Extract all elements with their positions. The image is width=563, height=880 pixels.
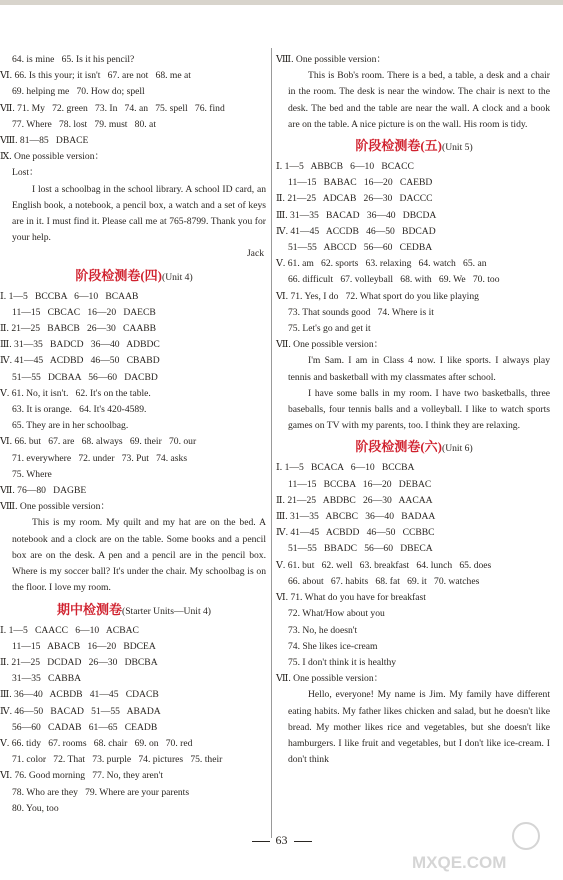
answer-line: Ⅳ. 41—45 ACDBD 46—50 CBABD	[0, 355, 160, 367]
answer-line: Ⅴ. 66. tidy 67. rooms 68. chair 69. on 70. red	[0, 737, 193, 749]
answer-line: Ⅵ. 71. What do you have for breakfast	[276, 592, 426, 604]
essay-paragraph: I'm Sam. I am in Class 4 now. I like sports. I always play tennis and basketball with my classmates after school.	[288, 355, 550, 383]
answer-line: 71. everywhere 72. under 73. Put 74. asks	[12, 452, 188, 464]
answer-line: Ⅱ. 21—25 ABDBC 26—30 AACAA	[276, 494, 433, 506]
answer-line: Ⅶ. 71. My 72. green 73. In 74. an 75. spell 76. find	[0, 102, 225, 114]
answer-line: 75. Where	[12, 468, 52, 480]
section-heading	[276, 438, 552, 458]
answer-line: 31—35 CABBA	[12, 673, 82, 685]
answer-line: Ⅶ. One possible version：	[276, 339, 384, 351]
answer-line: Ⅰ. 1—5 CAACC 6—10 ACBAC	[0, 624, 139, 636]
answer-line: Ⅴ. 61. but 62. well 63. breakfast 64. lunch 65. does	[276, 559, 492, 571]
answer-line: Ⅴ. 61. am 62. sports 63. relaxing 64. watch 65. an	[276, 258, 487, 270]
page-number-text: 63	[275, 833, 288, 847]
essay-paragraph: I lost a schoolbag in the school library. A school ID card, an English book, a notebook, a pencil box, a watch and a set of keys are in it. I must find it. Please call me at 765-8799. Thank you for your help.	[12, 183, 266, 244]
essay-paragraph: This is Bob's room. There is a bed, a table, a desk and a chair in the room. The desk is near the window. The chair is next to the desk. The bed and the table are near the wall. A clock and a book are on the table. A nice picture is on the wall. His room is tidy.	[288, 70, 550, 130]
answer-line: 73. No, he doesn't	[288, 624, 358, 636]
answer-line: Ⅶ. One possible version：	[276, 673, 384, 685]
answer-line: 11—15 ABACB 16—20 BDCEA	[12, 640, 156, 652]
svg-text:MXQE.COM: MXQE.COM	[412, 853, 507, 872]
answer-line: 75. Let's go and get it	[288, 323, 371, 335]
answer-line: 11—15 BABAC 16—20 CAEBD	[288, 177, 433, 189]
essay-paragraph: I have some balls in my room. I have two basketballs, three baseballs, four tennis balls and a volleyball. I like to watch sports games on TV with my parents, too. I think they are relaxing.	[288, 387, 550, 432]
answer-line: Lost：	[12, 167, 39, 179]
section-heading-title: 期中检测卷	[56, 601, 122, 617]
answer-line: Ⅷ. 81—85 DBACE	[0, 135, 89, 147]
watermark-logo	[408, 818, 558, 874]
answer-line: 77. Where 78. lost 79. must 80. at	[12, 118, 156, 130]
answer-line: Ⅵ. 76. Good morning 77. No, they aren't	[0, 770, 163, 782]
answer-line: 75. I don't think it is healthy	[288, 656, 397, 668]
answer-line: Ⅳ. 46—50 BACAD 51—55 ABADA	[0, 705, 161, 717]
essay-paragraph: Hello, everyone! My name is Jim. My family have different eating habits. My father likes chicken and salad, but he doesn't like bread. My mother likes rice and vegetables, but she doesn't like hamburgers. I like fruit and vegetables, but I don't like ice-cream. I don't think	[288, 689, 550, 766]
page-number-dash-right	[294, 841, 312, 842]
answer-line: 69. helping me 70. How do; spell	[12, 86, 145, 98]
page-number-dash-left	[252, 841, 270, 842]
top-edge-strip	[0, 0, 563, 5]
answer-line: Ⅸ. One possible version：	[0, 151, 105, 163]
answer-line: Ⅵ. 66. but 67. are 68. always 69. their 70. our	[0, 436, 197, 448]
answer-line: Ⅲ. 31—35 BACAD 36—40 DBCDA	[276, 209, 437, 221]
answer-line: Ⅵ. 66. Is this your; it isn't 67. are not 68. me at	[0, 70, 191, 82]
answer-line: 74. She likes ice-cream	[288, 640, 378, 652]
right-column	[276, 52, 552, 768]
answer-line: 51—55 ABCCD 56—60 CEDBA	[288, 242, 433, 254]
answer-line: 63. It is orange. 64. It's 420-4589.	[12, 404, 147, 416]
answer-line: 78. Who are they 79. Where are your parents	[12, 786, 190, 798]
section-heading-unit: (Unit 5)	[442, 142, 473, 154]
essay-paragraph: This is my room. My quilt and my hat are on the bed. A notebook and a clock are on the table. Some books and a pencil box are on the desk. A pen and a pencil are in the pencil box. Where is my soccer ball? It's under the chair. My schoolbag is on the floor. I love my room.	[12, 517, 266, 594]
section-heading-title: 阶段检测卷(五)	[355, 138, 442, 154]
answer-line: Ⅰ. 1—5 ABBCB 6—10 BCACC	[276, 161, 414, 173]
answer-line: Ⅱ. 21—25 ADCAB 26—30 DACCC	[276, 193, 433, 205]
answer-line: Ⅷ. One possible version：	[0, 501, 110, 513]
answer-line: 66. about 67. habits 68. fat 69. it 70. watches	[288, 575, 480, 587]
answer-line: 80. You, too	[12, 802, 59, 814]
answer-line: Ⅵ. 71. Yes, I do 72. What sport do you like playing	[276, 290, 479, 302]
answer-line: 11—15 BCCBA 16—20 DEBAC	[288, 478, 432, 490]
section-heading-unit: (Starter Units—Unit 4)	[122, 605, 211, 617]
section-heading	[0, 267, 268, 287]
answer-line: 72. What/How about you	[288, 608, 385, 620]
answer-line: Ⅱ. 21—25 BABCB 26—30 CAABB	[0, 323, 157, 335]
answer-line: 71. color 72. That 73. purple 74. pictures 75. their	[12, 754, 223, 766]
answer-line: 73. That sounds good 74. Where is it	[288, 306, 434, 318]
answer-line: 51—55 DCBAA 56—60 DACBD	[12, 371, 158, 383]
answer-line: Ⅰ. 1—5 BCCBA 6—10 BCAAB	[0, 290, 139, 302]
section-heading	[276, 137, 552, 157]
answer-line: Ⅳ. 41—45 ACBDD 46—50 CCBBC	[276, 527, 435, 539]
answer-line: 56—60 CADAB 61—65 CEADB	[12, 721, 158, 733]
answer-line: Ⅰ. 1—5 BCACA 6—10 BCCBA	[276, 462, 415, 474]
answer-line: 66. difficult 67. volleyball 68. with 69. We 70. too	[288, 274, 500, 286]
section-heading-title: 阶段检测卷(六)	[355, 439, 442, 455]
section-heading	[0, 601, 268, 621]
answer-line: 51—55 BBADC 56—60 DBECA	[288, 543, 433, 555]
answer-line: Ⅳ. 41—45 ACCDB 46—50 BDCAD	[276, 225, 436, 237]
column-divider	[271, 48, 272, 838]
answer-line: Ⅴ. 61. No, it isn't. 62. It's on the table.	[0, 387, 151, 399]
answer-line: Ⅲ. 31—35 BADCD 36—40 ADBDC	[0, 339, 160, 351]
answer-line: 64. is mine 65. Is it his pencil?	[12, 54, 135, 65]
section-heading-title: 阶段检测卷(四)	[75, 267, 162, 283]
answer-line: Ⅱ. 21—25 DCDAD 26—30 DBCBA	[0, 656, 158, 668]
section-heading-unit: (Unit 4)	[162, 271, 193, 283]
answer-line: Ⅲ. 36—40 ACBDB 41—45 CDACB	[0, 689, 159, 701]
answer-line: Ⅷ. One possible version：	[276, 54, 386, 65]
answer-line: Ⅲ. 31—35 ABCBC 36—40 BADAA	[276, 511, 436, 523]
answer-line: 11—15 CBCAC 16—20 DAECB	[12, 306, 156, 318]
left-column	[0, 52, 268, 817]
answer-line: Jack	[246, 248, 264, 260]
answer-line: 65. They are in her schoolbag.	[12, 420, 129, 432]
section-heading-unit: (Unit 6)	[442, 443, 473, 455]
answer-line: Ⅶ. 76—80 DAGBE	[0, 485, 87, 497]
